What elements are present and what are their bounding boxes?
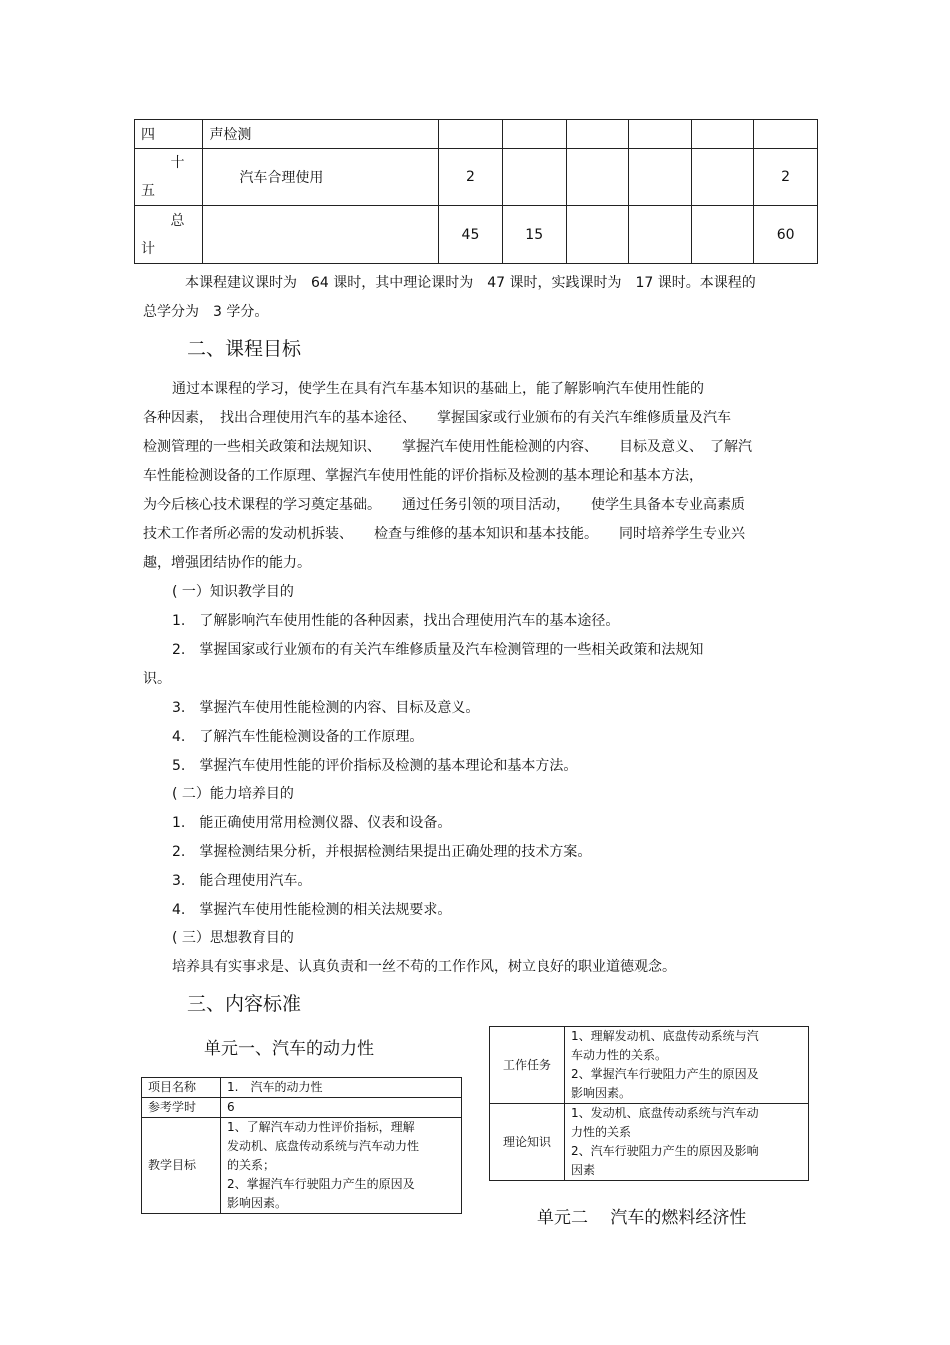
cell-line: 2、掌握汽车行驶阻力产生的原因及: [227, 1177, 415, 1191]
cell-label: 理论知识: [490, 1104, 565, 1181]
table-cell: 2: [439, 149, 503, 206]
cell-value: [221, 1118, 462, 1214]
intro-line: 趣，增强团结协作的能力。: [143, 555, 311, 571]
subsection-heading: ( 三）思想教育目的: [172, 930, 294, 946]
cell-line: 发动机、底盘传动系统与汽车动力性: [227, 1139, 420, 1153]
table-cell: [754, 120, 818, 149]
table-cell: 15: [502, 206, 566, 264]
table-cell: 2: [754, 149, 818, 206]
unit-title: 单元二 汽车的燃料经济性: [537, 1208, 747, 1228]
table-cell: 45: [439, 206, 503, 264]
cell-line: 1、发动机、底盘传动系统与汽车动: [571, 1106, 759, 1120]
row-index-part: 十: [170, 155, 185, 171]
subsection-heading: ( 二）能力培养目的: [172, 786, 294, 802]
table-row: [142, 1118, 462, 1214]
cell-line: 2、掌握汽车行驶阻力产生的原因及: [571, 1067, 759, 1081]
row-index: [135, 149, 203, 206]
table-cell: [691, 149, 754, 206]
cell-line: 影响因素。: [227, 1196, 288, 1210]
unit-title: 单元一、汽车的动力性: [204, 1039, 374, 1059]
table-cell: [439, 120, 503, 149]
table-row: [142, 1078, 462, 1098]
intro-line: 各种因素， 找出合理使用汽车的基本途径、 掌握国家或行业颁布的有关汽车维修质量及汽车: [143, 410, 731, 426]
row-name: 汽车合理使用: [203, 149, 439, 206]
table-row: [490, 1104, 809, 1181]
cell-line: 力性的关系: [571, 1125, 632, 1139]
intro-line: 为今后核心技术课程的学习奠定基础。 通过任务引领的项目活动， 使学生具备本专业高素质: [143, 497, 745, 513]
subsection-heading: ( 一）知识教学目的: [172, 584, 294, 600]
hours-note-line: 本课程建议课时为 64 课时，其中理论课时为 47 课时，实践课时为 17 课时。本课程的: [185, 275, 756, 291]
cell-line: 因素: [571, 1163, 596, 1177]
table-row: [142, 1098, 462, 1118]
list-item: 1. 能正确使用常用检测仪器、仪表和设备。: [172, 815, 452, 831]
table-cell: [566, 120, 629, 149]
cell-line: 车动力性的关系。: [571, 1048, 668, 1062]
cell-line: 的关系；: [227, 1158, 276, 1172]
cell-value: [565, 1027, 809, 1104]
table-cell: [691, 206, 754, 264]
row-name: 声检测: [203, 120, 439, 149]
list-item: 4. 掌握汽车使用性能检测的相关法规要求。: [172, 902, 452, 918]
row-index-part: 计: [141, 240, 155, 257]
list-item: 3. 能合理使用汽车。: [172, 873, 312, 889]
list-item: 2. 掌握检测结果分析，并根据检测结果提出正确处理的技术方案。: [172, 844, 592, 860]
table-cell: [566, 149, 629, 206]
cell-value: [565, 1104, 809, 1181]
cell-label: 参考学时: [142, 1098, 221, 1118]
intro-line: 通过本课程的学习，使学生在具有汽车基本知识的基础上，能了解影响汽车使用性能的: [172, 381, 704, 397]
hours-table: [134, 119, 818, 264]
cell-line: 1、了解汽车动力性评价指标，理解: [227, 1120, 415, 1134]
unit1-table: [141, 1077, 462, 1214]
row-index: 四: [135, 120, 203, 149]
list-item: 1. 了解影响汽车使用性能的各种因素，找出合理使用汽车的基本途径。: [172, 613, 620, 629]
paragraph: 培养具有实事求是、认真负责和一丝不苟的工作作风，树立良好的职业道德观念。: [172, 959, 676, 975]
table-row: [490, 1027, 809, 1104]
intro-line: 车性能检测设备的工作原理、掌握汽车使用性能的评价指标及检测的基本理论和基本方法，: [143, 468, 703, 484]
row-name: [203, 206, 439, 264]
row-index-part: 总: [170, 212, 185, 229]
cell-label: 教学目标: [142, 1118, 221, 1214]
list-item-continuation: 识。: [143, 671, 171, 687]
section-title: 二、课程目标: [187, 338, 302, 360]
cell-line: 影响因素。: [571, 1086, 632, 1100]
table-row: [135, 149, 818, 206]
list-item: 4. 了解汽车性能检测设备的工作原理。: [172, 729, 424, 745]
row-index: [135, 206, 203, 264]
section-title: 三、内容标准: [187, 993, 302, 1015]
table-cell: [629, 120, 692, 149]
intro-line: 检测管理的一些相关政策和法规知识、 掌握汽车使用性能检测的内容、 目标及意义、 了解汽: [143, 439, 752, 455]
cell-value: 1. 汽车的动力性: [221, 1078, 462, 1098]
list-item: 3. 掌握汽车使用性能检测的内容、目标及意义。: [172, 700, 480, 716]
unit1-detail-table: [489, 1026, 809, 1181]
table-cell: 60: [754, 206, 818, 264]
table-row: [135, 120, 818, 149]
cell-value: 6: [221, 1098, 462, 1118]
table-cell: [502, 120, 566, 149]
intro-line: 技术工作者所必需的发动机拆装、 检查与维修的基本知识和基本技能。 同时培养学生专业兴: [143, 526, 745, 542]
table-cell: [629, 206, 692, 264]
row-index-part: 五: [141, 183, 155, 199]
cell-line: 2、汽车行驶阻力产生的原因及影响: [571, 1144, 759, 1158]
table-cell: [629, 149, 692, 206]
cell-label: 项目名称: [142, 1078, 221, 1098]
table-row: [135, 206, 818, 264]
table-cell: [691, 120, 754, 149]
table-cell: [502, 149, 566, 206]
table-cell: [566, 206, 629, 264]
hours-note-line: 总学分为 3 学分。: [143, 304, 269, 320]
cell-line: 1、理解发动机、底盘传动系统与汽: [571, 1029, 759, 1043]
list-item: 5. 掌握汽车使用性能的评价指标及检测的基本理论和基本方法。: [172, 758, 578, 774]
cell-label: 工作任务: [490, 1027, 565, 1104]
list-item: 2. 掌握国家或行业颁布的有关汽车维修质量及汽车检测管理的一些相关政策和法规知: [172, 642, 704, 658]
